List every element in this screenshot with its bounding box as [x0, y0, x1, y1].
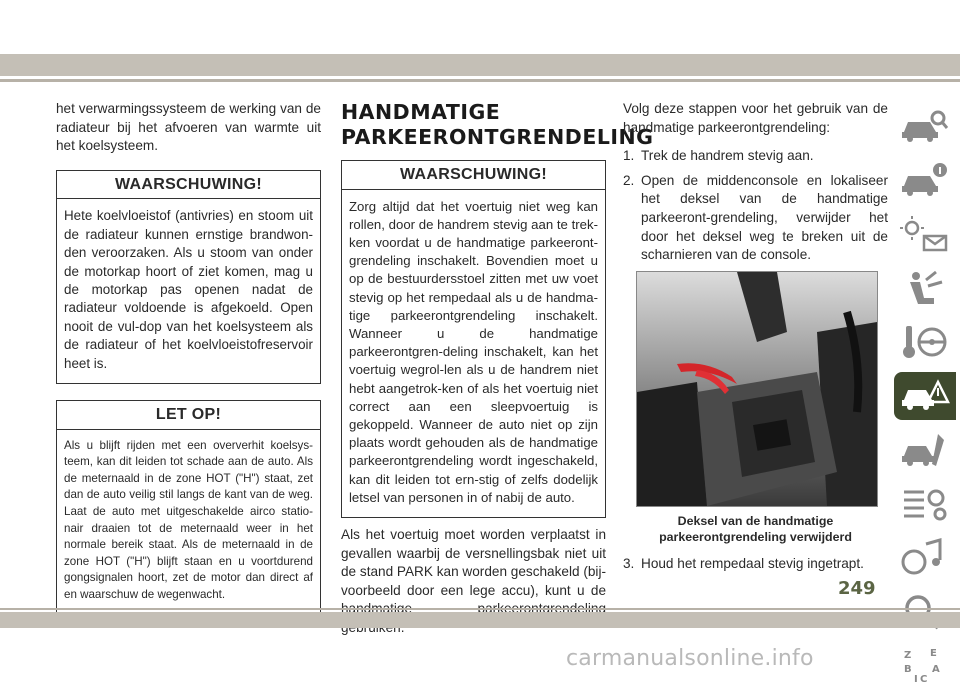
step-text: Trek de handrem stevig aan. — [641, 148, 814, 164]
caption-line-2: parkeerontgrendeling verwijderd — [659, 529, 852, 544]
tab-airbag-seat[interactable] — [894, 264, 956, 312]
step-item — [623, 172, 888, 265]
column-1 — [56, 100, 321, 615]
caution-title: LET OP! — [57, 401, 320, 430]
park-release-warning-box — [341, 160, 606, 518]
tab-specs[interactable] — [894, 480, 956, 528]
step-text: Open de middenconsole en lokaliseer het deksel van de handmatige parkeeront-grendeling, verwijder het door het deksel weg te breken uit de scharnieren van de console. — [641, 172, 888, 263]
svg-text:Z: Z — [904, 650, 912, 661]
tab-index[interactable] — [894, 642, 956, 690]
caution-box — [56, 400, 321, 615]
step-number: 1. — [623, 148, 635, 164]
warning-body: Hete koelvloeistof (antivries) en stoom uit de radiateur kunnen ernstige brandwon-den veroorzaken. Als u stoom van onder de motorkap hoort of ziet komen, mag u de motorkap pas openen nadat de radiateur voldoende is afgekoeld. Open nooit de vul-dop van het koelsysteem als de radiateur of het koelvloeistofreservoir heet is. — [64, 208, 313, 371]
multimedia-icon — [900, 538, 950, 578]
footer-band — [0, 612, 960, 628]
step-item — [623, 147, 888, 166]
tab-car-emergency[interactable] — [894, 372, 956, 420]
console-photo-illustration — [637, 272, 877, 506]
column-3 — [623, 100, 888, 579]
svg-text:B: B — [904, 664, 912, 675]
footer-rule — [0, 608, 960, 610]
car-service-tools-icon — [900, 430, 950, 470]
steps-list — [623, 147, 888, 265]
console-photo — [636, 271, 878, 507]
car-emergency-icon — [900, 376, 950, 416]
svg-text:E: E — [930, 648, 937, 659]
heading-line-2: PARKEERONTGRENDELING — [341, 125, 654, 149]
car-search-icon — [900, 106, 950, 146]
chapter-tabs — [890, 102, 960, 696]
watermark: carmanualsonline.info — [566, 646, 814, 671]
step-number: 2. — [623, 172, 635, 188]
warning-title: WAARSCHUWING! — [57, 171, 320, 200]
caution-body: Als u blijft rijden met een oververhit koelsys-teem, kan dit leiden tot schade aan de auto. Als de meternaald in de zone HOT ("H") staat, zet dan de auto veilig stil langs de kant van de weg. Laat de auto met uitgeschakelde airco statio-nair draaien tot de meternaald weer in het normale bereik staat. Als de meternaald in de zone HOT ("H") blijft staan en u voortdurend gongsignalen hoort, zet de motor dan direct af en waarschuw de wegenwacht. — [64, 438, 313, 601]
svg-text:I: I — [914, 674, 918, 685]
section-heading — [341, 100, 654, 150]
move-vehicle-paragraph: Als het voertuig moet worden verplaatst in gevallen waarbij de versnellingsbak niet uit de stand PARK kan worden geschakeld (bij-voorbeeld door een lege accu), kunt u de — [341, 527, 606, 598]
caption-line-1: Deksel van de handmatige — [677, 513, 834, 528]
tab-multimedia[interactable] — [894, 534, 956, 582]
tab-warning-lights[interactable] — [894, 210, 956, 258]
coolant-warning-box — [56, 170, 321, 384]
step-text: Houd het rempedaal stevig ingetrapt. — [641, 555, 864, 571]
warning-lights-message-icon — [900, 214, 950, 254]
page-number: 249 — [838, 578, 876, 599]
steps-intro: Volg deze stappen voor het gebruik van de handmatige parkeerontgrendeling: — [623, 101, 888, 135]
header-band — [0, 54, 960, 76]
airbag-seat-icon — [900, 268, 950, 308]
step-item — [623, 555, 888, 574]
svg-text:C: C — [920, 674, 928, 685]
warning-body: Zorg altijd dat het voertuig niet weg kan rollen, door de handrem stevig aan te trek-ken voordat u de handmatige parkeeront-grendeling inschakelt. Bovendien moet u op de bestuurdersstoel zitten met uw voet stevig op het rempedaal als u de handma-tige parkeerontgrendeling inschakelt. Wanneer u de handmatige parkeerontgren-deling inschakelt, kan het voertuig wegrol-len als u de handrem niet hebt aangetrok-ken of als het voertuig niet correct aan een sleepvoertuig is gekoppeld. Wanneer de auto niet op zijn plaats wordt gehouden als de handmatige parkeerontgrendeling wordt ingeschakeld, kan dit leiden tot ern-stig of zelfs dodelijk letsel van personen in of nabij de auto. — [349, 198, 598, 505]
header-rule — [0, 79, 960, 82]
tab-car-search[interactable] — [894, 102, 956, 150]
steps-list-continued — [623, 555, 888, 574]
tab-car-service[interactable] — [894, 426, 956, 474]
column-2 — [341, 100, 654, 648]
warning-title: WAARSCHUWING! — [342, 161, 605, 190]
photo-caption — [623, 513, 888, 545]
heading-line-1: HANDMATIGE — [341, 100, 501, 124]
index-alphabet-icon — [900, 646, 950, 686]
tab-car-info[interactable] — [894, 156, 956, 204]
svg-text:A: A — [932, 664, 940, 675]
steering-key-icon — [900, 322, 950, 362]
tab-steering-key[interactable] — [894, 318, 956, 366]
car-info-icon — [900, 160, 950, 200]
specs-settings-icon — [900, 484, 950, 524]
step-number: 3. — [623, 555, 635, 571]
intro-paragraph: het verwarmingssysteem de werking van de radiateur bij het afvoeren van warmte uit het koelsysteem. — [56, 101, 321, 154]
